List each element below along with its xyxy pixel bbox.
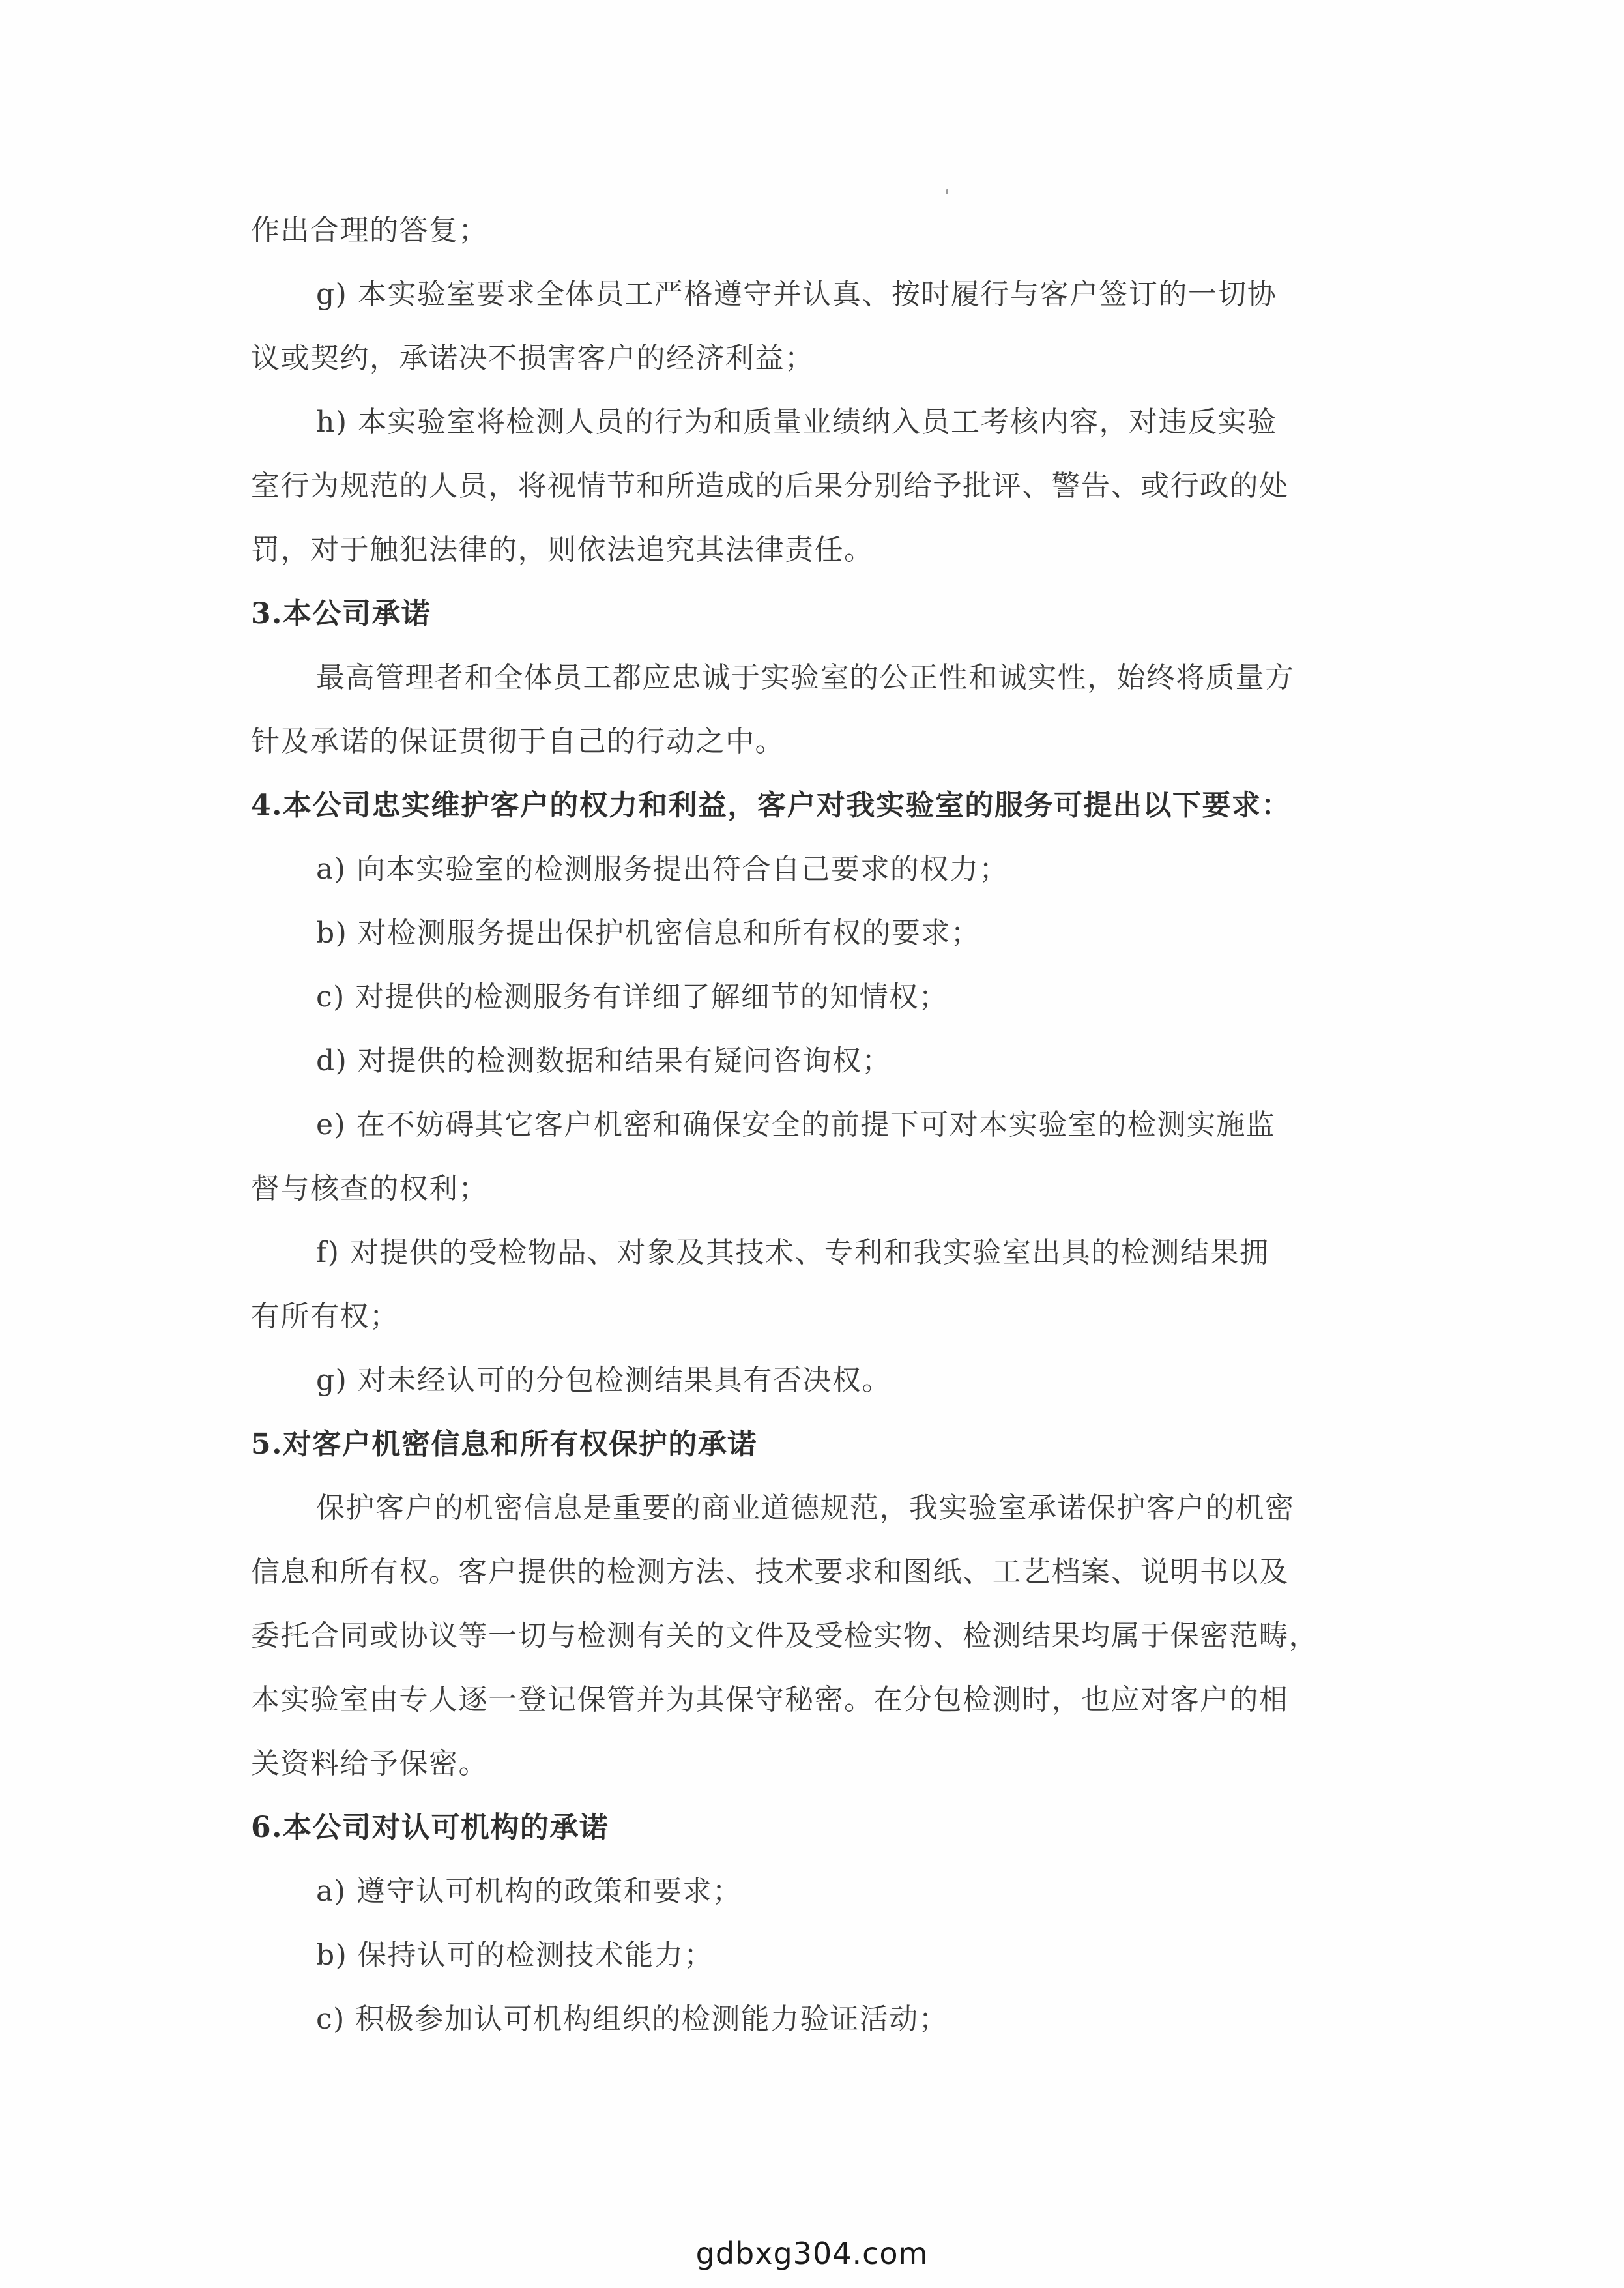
section-heading: 3.本公司承诺 — [251, 597, 431, 630]
paragraph-line: 室行为规范的人员，将视情节和所造成的后果分别给予批评、警告、或行政的处 — [251, 469, 1289, 503]
paragraph-line: 议或契约，承诺决不损害客户的经济利益； — [251, 342, 815, 375]
paragraph-line: b) 对检测服务提出保护机密信息和所有权的要求； — [316, 917, 981, 950]
paragraph-line: d) 对提供的检测数据和结果有疑问咨询权； — [316, 1044, 892, 1078]
paragraph-line: 有所有权； — [251, 1300, 399, 1333]
paragraph-line: 委托合同或协议等一切与检测有关的文件及受检实物、检测结果均属于保密范畴， — [251, 1619, 1318, 1652]
paragraph-line: 关资料给予保密。 — [251, 1747, 488, 1780]
footer-watermark: gdbxg304.com — [695, 2236, 929, 2271]
paragraph-line: h) 本实验室将检测人员的行为和质量业绩纳入员工考核内容，对违反实验 — [316, 405, 1277, 439]
section-heading: 5.对客户机密信息和所有权保护的承诺 — [251, 1428, 757, 1461]
paragraph-line: a) 遵守认可机构的政策和要求； — [316, 1875, 742, 1908]
paragraph-line: c) 对提供的检测服务有详细了解细节的知情权； — [316, 980, 949, 1014]
section-heading: 4.本公司忠实维护客户的权力和利益，客户对我实验室的服务可提出以下要求： — [251, 789, 1291, 822]
paragraph-line: f) 对提供的受检物品、对象及其技术、专利和我实验室出具的检测结果拥 — [316, 1236, 1269, 1269]
paragraph-line: 罚，对于触犯法律的，则依法追究其法律责任。 — [251, 533, 874, 566]
scan-speck — [946, 189, 948, 194]
paragraph-line: 督与核查的权利； — [251, 1172, 488, 1205]
paragraph-line: 最高管理者和全体员工都应忠诚于实验室的公正性和诚实性，始终将质量方 — [316, 661, 1295, 694]
document-body — [251, 199, 1385, 2051]
paragraph-line: 针及承诺的保证贯彻于自己的行动之中。 — [251, 725, 785, 758]
paragraph-line: a) 向本实验室的检测服务提出符合自己要求的权力； — [316, 853, 1009, 886]
paragraph-line: g) 对未经认可的分包检测结果具有否决权。 — [316, 1364, 892, 1397]
paragraph-line: b) 保持认可的检测技术能力； — [316, 1939, 714, 1972]
paragraph-line: 作出合理的答复； — [251, 214, 488, 247]
paragraph-line: 本实验室由专人逐一登记保管并为其保守秘密。在分包检测时，也应对客户的相 — [251, 1683, 1289, 1716]
paragraph-line: 保护客户的机密信息是重要的商业道德规范，我实验室承诺保护客户的机密 — [316, 1491, 1295, 1525]
paragraph-line: c) 积极参加认可机构组织的检测能力验证活动； — [316, 2002, 949, 2036]
paragraph-line: g) 本实验室要求全体员工严格遵守并认真、按时履行与客户签订的一切协 — [316, 278, 1277, 311]
paragraph-line: 信息和所有权。客户提供的检测方法、技术要求和图纸、工艺档案、说明书以及 — [251, 1555, 1289, 1589]
section-heading: 6.本公司对认可机构的承诺 — [251, 1811, 609, 1844]
paragraph-line: e) 在不妨碍其它客户机密和确保安全的前提下可对本实验室的检测实施监 — [316, 1108, 1276, 1141]
